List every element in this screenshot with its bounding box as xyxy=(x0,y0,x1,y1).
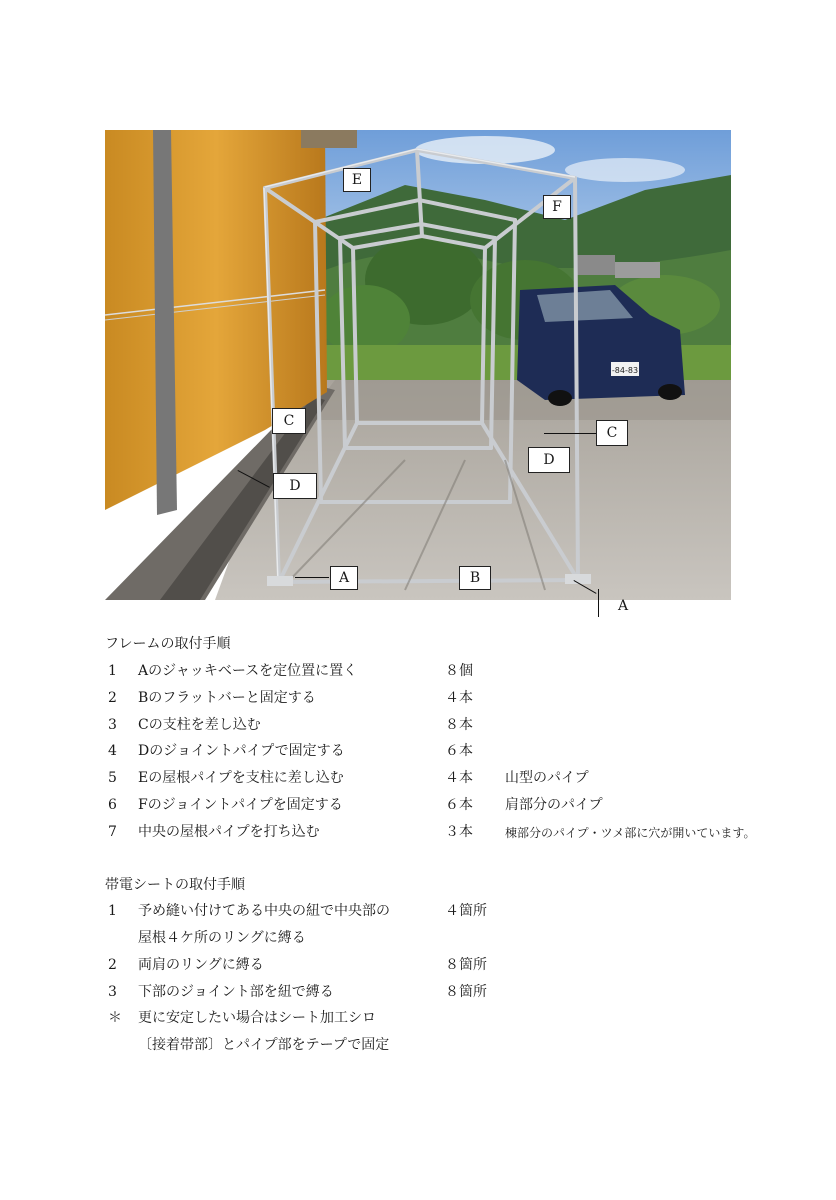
step-number: 5 xyxy=(108,770,117,786)
step-text: 両肩のリングに縛る xyxy=(138,957,264,973)
label-b: B xyxy=(459,566,491,590)
step-text: 屋根４ケ所のリングに縛る xyxy=(138,930,306,946)
step-text: 〔接着帯部〕とパイプ部をテープで固定 xyxy=(138,1037,390,1053)
step-text: Fのジョイントパイプを固定する xyxy=(138,797,343,813)
step-qty: ４本 xyxy=(445,690,473,706)
leader-a-left xyxy=(295,577,329,578)
label-c-right: C xyxy=(596,420,628,446)
step-qty: ３本 xyxy=(445,824,473,840)
step-note: 棟部分のパイプ・ツメ部に穴が開いています。 xyxy=(505,826,756,840)
license-plate: -84-83 xyxy=(611,366,639,375)
step-note: 山型のパイプ xyxy=(505,770,589,786)
step-number: 7 xyxy=(108,824,117,840)
step-number: 6 xyxy=(108,797,117,813)
step-qty: ６本 xyxy=(445,743,473,759)
step-qty: ４本 xyxy=(445,770,473,786)
leader-c-right xyxy=(544,433,596,434)
step-text: 中央の屋根パイプを打ち込む xyxy=(138,824,320,840)
label-d-right: D xyxy=(528,447,570,473)
step-number: 2 xyxy=(108,690,117,706)
label-a-right: A xyxy=(618,598,629,614)
step-qty: ８箇所 xyxy=(445,957,487,973)
step-text: Dのジョイントパイプで固定する xyxy=(138,743,345,759)
step-number: ＊ xyxy=(108,1010,122,1026)
frame-photo-illustration xyxy=(105,130,731,600)
label-e: E xyxy=(343,168,371,192)
leader-a-right xyxy=(598,589,599,617)
label-d-left: D xyxy=(273,473,317,499)
step-text: 更に安定したい場合はシート加工シロ xyxy=(138,1010,376,1026)
step-text: 予め縫い付けてある中央の紐で中央部の xyxy=(138,903,390,919)
frame-section-title: フレームの取付手順 xyxy=(105,636,231,652)
label-a-left: A xyxy=(330,566,358,590)
step-note: 肩部分のパイプ xyxy=(505,797,603,813)
step-text: Eの屋根パイプを支柱に差し込む xyxy=(138,770,344,786)
step-qty: ８本 xyxy=(445,717,473,733)
step-number: 1 xyxy=(108,663,117,679)
step-text: 下部のジョイント部を紐で縛る xyxy=(138,984,334,1000)
label-c-left: C xyxy=(272,408,306,434)
step-qty: ８個 xyxy=(445,663,473,679)
step-qty: ４箇所 xyxy=(445,903,487,919)
step-text: Aのジャッキベースを定位置に置く xyxy=(138,663,358,679)
step-text: Bのフラットバーと固定する xyxy=(138,690,316,706)
step-number: 1 xyxy=(108,903,117,919)
label-f: F xyxy=(543,195,571,219)
step-qty: ８箇所 xyxy=(445,984,487,1000)
step-number: 2 xyxy=(108,957,117,973)
frame-photo xyxy=(105,130,731,600)
step-number: 3 xyxy=(108,717,117,733)
step-text: Cの支柱を差し込む xyxy=(138,717,261,733)
step-number: 4 xyxy=(108,743,117,759)
step-number: 3 xyxy=(108,984,117,1000)
sheet-section-title: 帯電シートの取付手順 xyxy=(105,877,245,893)
step-qty: ６本 xyxy=(445,797,473,813)
